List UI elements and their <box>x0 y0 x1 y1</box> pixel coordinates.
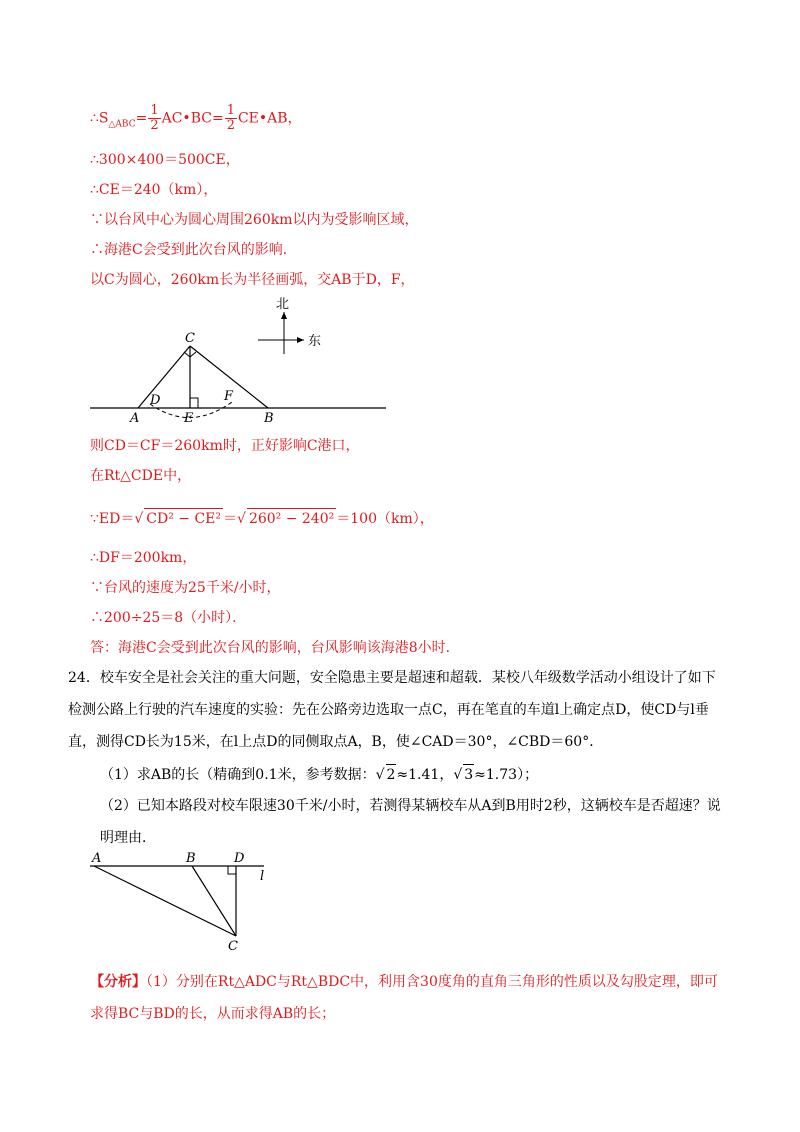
text-segment: = <box>135 110 148 127</box>
solution-line-9 <box>90 508 434 529</box>
subscript: △ABC <box>108 119 136 130</box>
problem-24-part1 <box>100 764 538 785</box>
north-arrow-icon <box>281 312 287 319</box>
text-segment: ≈1.73）； <box>474 767 539 783</box>
analysis-tag: 【分析】 <box>90 974 146 990</box>
point-E-label: E <box>184 411 194 426</box>
radicand: 3 <box>463 764 474 785</box>
solution-line-4: ∵以台风中心为圆心周围260km以内为受影响区域， <box>90 212 419 228</box>
solution-line-3: ∴CE＝240（km）， <box>90 182 218 198</box>
fraction <box>225 104 237 133</box>
text-segment: ∴S <box>90 110 109 127</box>
right-angle-mark <box>190 398 198 408</box>
north-label: 北 <box>276 297 290 312</box>
point-D-label: D <box>234 851 245 866</box>
point-D-label: D <box>150 393 161 408</box>
root-icon: √ <box>453 767 463 783</box>
analysis-text: （1）分别在Rt△ADC与Rt△BDC中，利用含30度角的直角三角形的性质以及勾股定理，即可求得BC与BD的长，从而求得AB的长； <box>90 974 718 1022</box>
problem-24-part2: （2）已知本路段对校车限速30千米/小时，若测得某辆校车从A到B用时2秒，这辆校车是否超速？说明理由． <box>100 798 721 846</box>
point-B-label: B <box>264 411 274 426</box>
solution-answer: 答：海港C会受到此次台风的影响，台风影响该海港8小时． <box>90 640 460 656</box>
denominator: 2 <box>150 118 159 133</box>
denominator: 2 <box>226 118 235 133</box>
radicand: CD² − CE² <box>144 508 223 529</box>
radicand: 260² − 240² <box>247 508 336 529</box>
text-segment: ∵ED＝ <box>90 511 135 527</box>
solution-line-6: 以C为圆心，260km长为半径画弧，交AB于D，F， <box>90 272 415 288</box>
text-segment: ＝ <box>223 511 238 527</box>
point-F-label: F <box>224 389 234 404</box>
point-C-label: C <box>228 939 238 954</box>
figure-speed-test <box>88 846 288 956</box>
east-arrow-icon <box>297 337 304 343</box>
line-l-label: l <box>260 869 265 884</box>
point-A-label: A <box>92 851 102 866</box>
analysis-section <box>90 966 730 1030</box>
point-B-label: B <box>186 851 196 866</box>
figure-typhoon <box>88 292 388 432</box>
text-segment: AC•BC= <box>161 110 224 127</box>
east-label: 东 <box>308 334 322 349</box>
solution-line-5: ∴海港C会受到此次台风的影响． <box>90 242 297 258</box>
point-C-label: C <box>185 331 195 346</box>
solution-line-7: 则CD＝CF＝260km时，正好影响C港口， <box>90 438 360 454</box>
root-icon: √ <box>375 767 385 783</box>
numerator: 1 <box>226 103 235 118</box>
text-segment: ＝100（km）， <box>336 511 434 527</box>
numerator: 1 <box>150 103 159 118</box>
point-A-label: A <box>130 411 140 426</box>
solution-line-8: 在Rt△CDE中， <box>90 468 192 484</box>
text-segment: CE•AB， <box>237 110 302 127</box>
root-icon: √ <box>134 511 144 527</box>
segment-AC <box>138 346 190 408</box>
solution-line-12: ∴200÷25＝8（小时）． <box>90 610 247 626</box>
solution-line-11: ∵台风的速度为25千米/小时， <box>90 580 281 596</box>
problem-24-statement: 24．校车安全是社会关注的重大问题，安全隐患主要是超速和超载．某校八年级数学活动小组设计了如下检测公路上行驶的汽车速度的实验：先在公路旁边选取一点C，再在笔直的车道l上确定点D，使CD与l垂直，测得CD长为15米，在l上点D的同侧取点A，B，使∠CAD＝30°，∠CBD＝60°． <box>68 670 716 750</box>
text-segment: （1）求AB的长（精确到0.1米，参考数据： <box>100 767 376 783</box>
solution-line-1 <box>90 104 302 134</box>
solution-line-2: ∴300×400＝500CE， <box>90 152 240 168</box>
text-segment: ≈1.41， <box>396 767 454 783</box>
root-icon: √ <box>237 511 246 527</box>
right-angle-mark <box>228 866 236 874</box>
solution-line-10: ∴DF＝200km， <box>90 550 197 566</box>
fraction <box>148 104 160 133</box>
radicand: 2 <box>386 764 397 785</box>
